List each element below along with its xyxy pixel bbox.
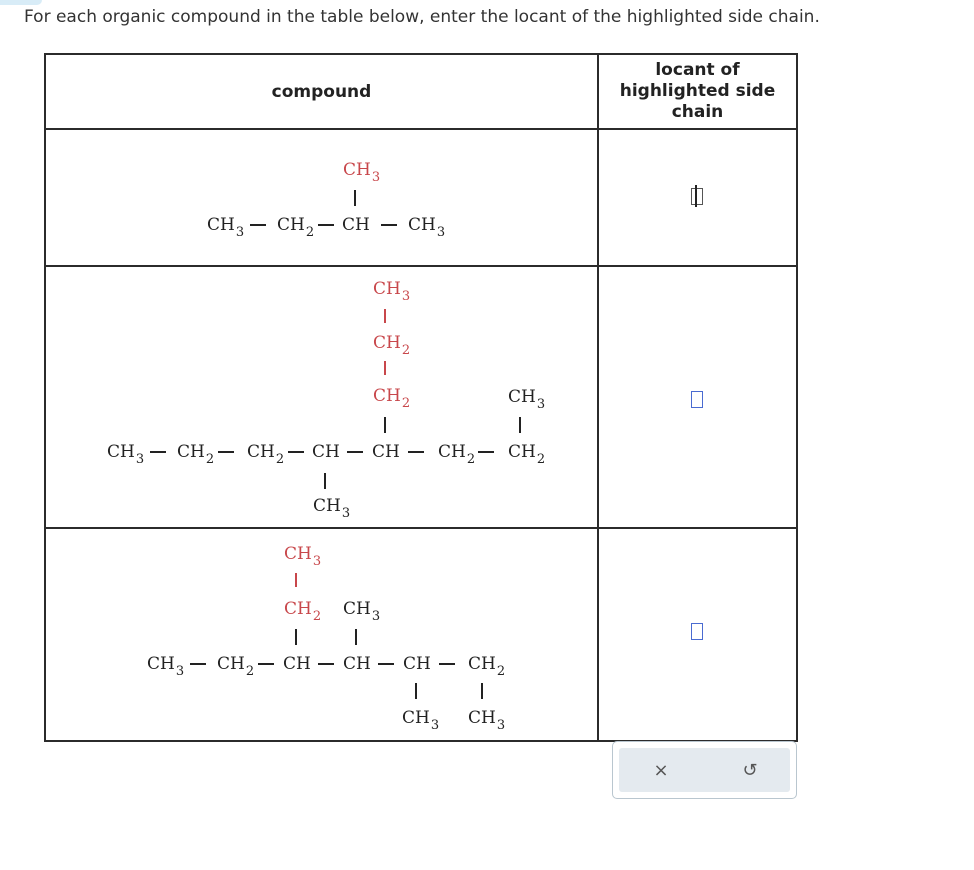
compound-1-cell [45, 129, 598, 266]
compound-3-side-chain-ch2: $CH_2$ [284, 599, 322, 624]
bond [439, 663, 455, 665]
compound-1-c4: $CH_3$ [408, 215, 446, 240]
locant-input-3[interactable] [691, 623, 703, 640]
bond [384, 309, 386, 323]
bond [288, 451, 304, 453]
compound-2-c5: CH [372, 442, 400, 462]
compound-3-c4: CH [343, 654, 371, 674]
bond [150, 451, 166, 453]
top-tab-stub [0, 0, 42, 5]
bond [324, 473, 326, 489]
bond [384, 417, 386, 433]
compound-2-c3: $CH_2$ [247, 442, 285, 467]
compound-2-c4: CH [312, 442, 340, 462]
header-locant-line-2: highlighted side [619, 81, 776, 101]
compound-3-c5: CH [403, 654, 431, 674]
compound-1-c2: $CH_2$ [277, 215, 315, 240]
answer-1-cell [598, 129, 797, 266]
bond [415, 683, 417, 699]
bond [295, 573, 297, 587]
bond [218, 451, 234, 453]
bond [384, 361, 386, 375]
action-bar [612, 741, 797, 799]
answer-2-cell [598, 266, 797, 528]
compound-2-side-chain-ch3: $CH_3$ [373, 279, 411, 304]
undo-button[interactable] [720, 748, 780, 792]
header-locant [598, 54, 797, 129]
bond [250, 224, 266, 226]
compound-1-bond-v [354, 190, 356, 206]
compound-2-c6: $CH_2$ [438, 442, 476, 467]
compound-1-c3: CH [342, 215, 370, 235]
compound-3-cell [45, 528, 598, 741]
compound-2-side-chain-ch2-b: $CH_2$ [373, 386, 411, 411]
bond [318, 663, 334, 665]
bond [481, 683, 483, 699]
compound-3-c3: CH [283, 654, 311, 674]
action-bar-inner [619, 748, 790, 792]
undo-icon: ↺ [742, 759, 758, 781]
bond [408, 451, 424, 453]
header-locant-line-1: locant of [655, 60, 740, 80]
compound-3-lower-ch3-a: $CH_3$ [402, 708, 440, 733]
question-table [44, 53, 798, 742]
compound-3-c6: $CH_2$ [468, 654, 506, 679]
compound-2-c7: $CH_2$ [508, 442, 546, 467]
clear-button[interactable] [631, 748, 691, 792]
compound-2-c2: $CH_2$ [177, 442, 215, 467]
bond [258, 663, 274, 665]
compound-3-lower-ch3-b: $CH_3$ [468, 708, 506, 733]
locant-input-1[interactable] [691, 188, 703, 205]
compound-2-cell [45, 266, 598, 528]
bond [478, 451, 494, 453]
close-icon: × [653, 759, 669, 781]
header-compound: compound [45, 54, 598, 129]
header-locant-line-3: chain [671, 102, 724, 122]
bond [295, 629, 297, 645]
compound-1-c1: $CH_3$ [207, 215, 245, 240]
answer-3-cell [598, 528, 797, 741]
compound-3-c1: $CH_3$ [147, 654, 185, 679]
compound-2-side-chain-ch2-a: $CH_2$ [373, 333, 411, 358]
compound-3-side-chain-ch3: $CH_3$ [284, 544, 322, 569]
compound-2-lower-ch3: $CH_3$ [313, 496, 351, 521]
bond [519, 417, 521, 433]
locant-input-2[interactable] [691, 391, 703, 408]
bond [378, 663, 394, 665]
bond [347, 451, 363, 453]
bond [355, 629, 357, 645]
bond [318, 224, 334, 226]
compound-1-side-chain-ch3: $CH_3$ [343, 160, 381, 185]
bond [190, 663, 206, 665]
compound-2-upper-ch3: $CH_3$ [508, 387, 546, 412]
compound-2-c1: $CH_3$ [107, 442, 145, 467]
compound-3-upper-ch3: $CH_3$ [343, 599, 381, 624]
instruction-text: For each organic compound in the table below, enter the locant of the highlighted side chain. [24, 7, 820, 27]
compound-3-c2: $CH_2$ [217, 654, 255, 679]
bond [381, 224, 397, 226]
